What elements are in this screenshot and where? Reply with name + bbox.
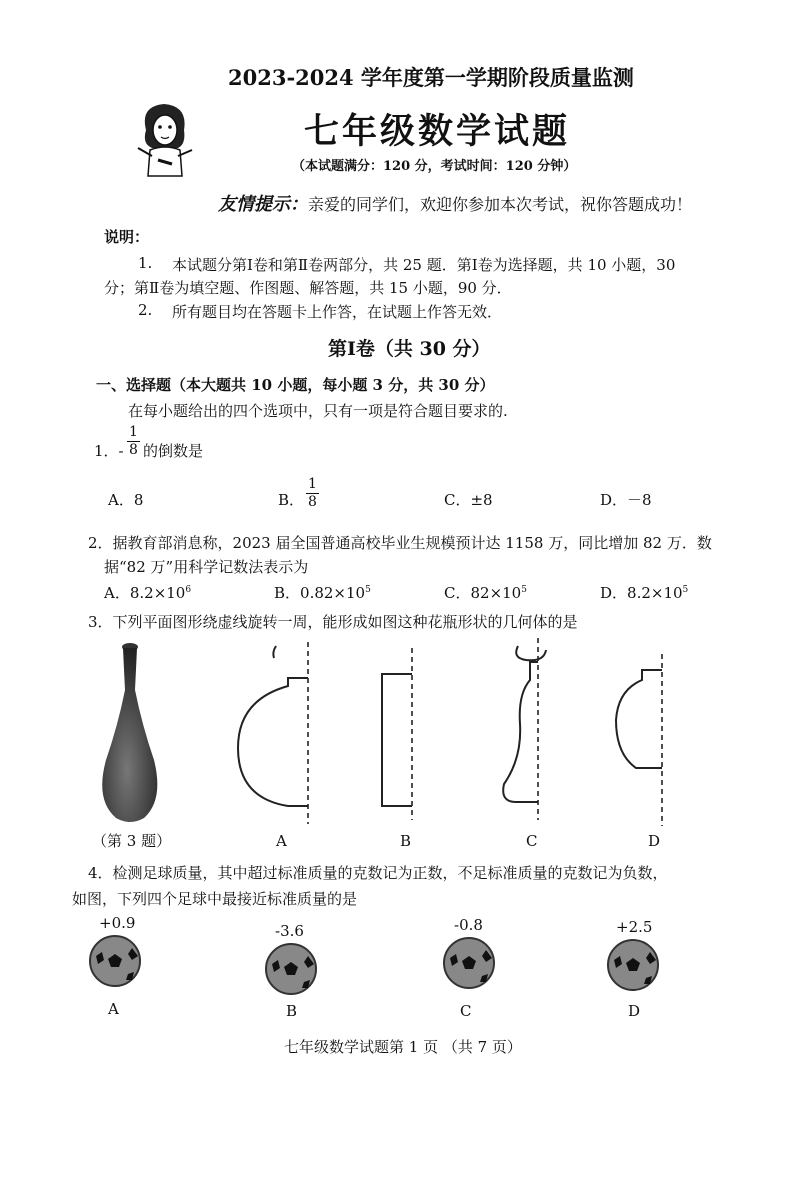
q1-option-a: A．8 [108,491,144,509]
instruction-1-number: 1. [138,254,153,272]
q4-stem-line2: 如图，下列四个足球中最接近标准质量的是 [72,890,358,908]
q2-option-a [104,582,191,603]
ball-b-value: -3.6 [275,922,304,940]
q1-option-b-fraction [306,476,319,511]
ball-b-label: B [286,1002,298,1020]
shape-b-figure [372,644,422,824]
ball-c-label: C [460,1002,472,1020]
q2-option-b-base: B．0.82×10 [274,584,366,602]
q2-option-b-exponent: 5 [365,585,371,595]
q2-stem-line1: 2．据教育部消息称，2023 届全国普通高校毕业生规模预计达 1158 万，同比增加 82 万．数 [88,534,712,552]
friendly-tip [218,190,692,216]
ball-d-value: +2.5 [616,918,653,936]
ball-c-value: -0.8 [454,916,483,934]
tip-label: 友情提示： [218,194,308,215]
q2-option-b [274,582,371,603]
q2-option-c [444,582,527,603]
q1-fraction-denominator: 8 [129,442,138,458]
q3-stem: 3．下列平面图形绕虚线旋转一周，能形成如图这种花瓶形状的几何体的是 [88,613,578,631]
vase-figure [90,640,170,825]
shape-c-label: C [526,832,538,850]
q2-option-a-base: A．8.2×10 [104,584,186,602]
q2-option-c-exponent: 5 [521,585,527,595]
q1-number: 1．- [94,442,124,460]
soccer-ball-c-icon [442,936,496,990]
teacher-cartoon-icon [132,100,198,180]
q2-option-d-exponent: 5 [682,585,689,595]
ball-d-label: D [628,1002,641,1020]
instruction-2-text: 所有题目均在答题卡上作答，在试题上作答无效． [172,303,503,321]
part-note: 在每小题给出的四个选项中，只有一项是符合题目要求的. [128,402,508,420]
instructions-heading: 说明： [104,228,150,246]
q1-option-b-label: B． [278,491,305,509]
q2-option-a-exponent: 6 [185,585,192,595]
vase-caption: （第 3 题） [92,832,172,850]
shape-a-figure [228,638,318,828]
shape-c-figure [496,634,566,824]
tip-text: 亲爱的同学们，欢迎你参加本次考试，祝你答题成功！ [308,195,693,214]
section-title: 第Ⅰ卷（共 30 分） [328,338,491,360]
ball-a-value: +0.9 [99,914,136,932]
subject-title: 七年级数学试题 [304,111,571,152]
page-footer: 七年级数学试题第 1 页 （共 7 页） [284,1038,522,1056]
instruction-1-line2: 分；第Ⅱ卷为填空题、作图题、解答题，共 15 小题，90 分． [104,279,512,297]
q1-option-d: D．－8 [600,491,652,509]
shape-b-label: B [400,832,412,850]
q1-fraction [127,424,140,459]
q1-option-b-numerator: 1 [308,476,317,492]
shape-a-label: A [276,832,287,850]
q2-option-d [600,582,688,603]
soccer-ball-d-icon [606,938,660,992]
instruction-1-line1: 本试题分第Ⅰ卷和第Ⅱ卷两部分，共 25 题．第Ⅰ卷为选择题，共 10 小题，30 [172,256,676,274]
q2-option-d-base: D．8.2×10 [600,584,683,602]
part-heading: 一、选择题（本大题共 10 小题，每小题 3 分，共 30 分） [96,376,495,394]
q1-option-b-denominator: 8 [308,494,317,510]
instruction-2-number: 2. [138,301,153,319]
q1-option-c: C．±8 [444,491,493,509]
soccer-ball-a-icon [88,934,142,988]
q2-option-c-base: C．82×10 [444,584,522,602]
q1-fraction-numerator: 1 [129,424,138,440]
shape-d-label: D [648,832,661,850]
q2-stem-line2: 据“82 万”用科学记数法表示为 [104,558,309,576]
exam-info: （本试题满分：120 分，考试时间：120 分钟） [292,159,577,174]
ball-a-label: A [108,1000,119,1018]
q1-stem: 的倒数是 [143,442,204,460]
soccer-ball-b-icon [264,942,318,996]
shape-d-figure [608,650,678,830]
exam-title: 2023-2024 学年度第一学期阶段质量监测 [228,65,634,90]
q4-stem-line1: 4．检测足球质量，其中超过标准质量的克数记为正数，不足标准质量的克数记为负数， [88,864,668,882]
